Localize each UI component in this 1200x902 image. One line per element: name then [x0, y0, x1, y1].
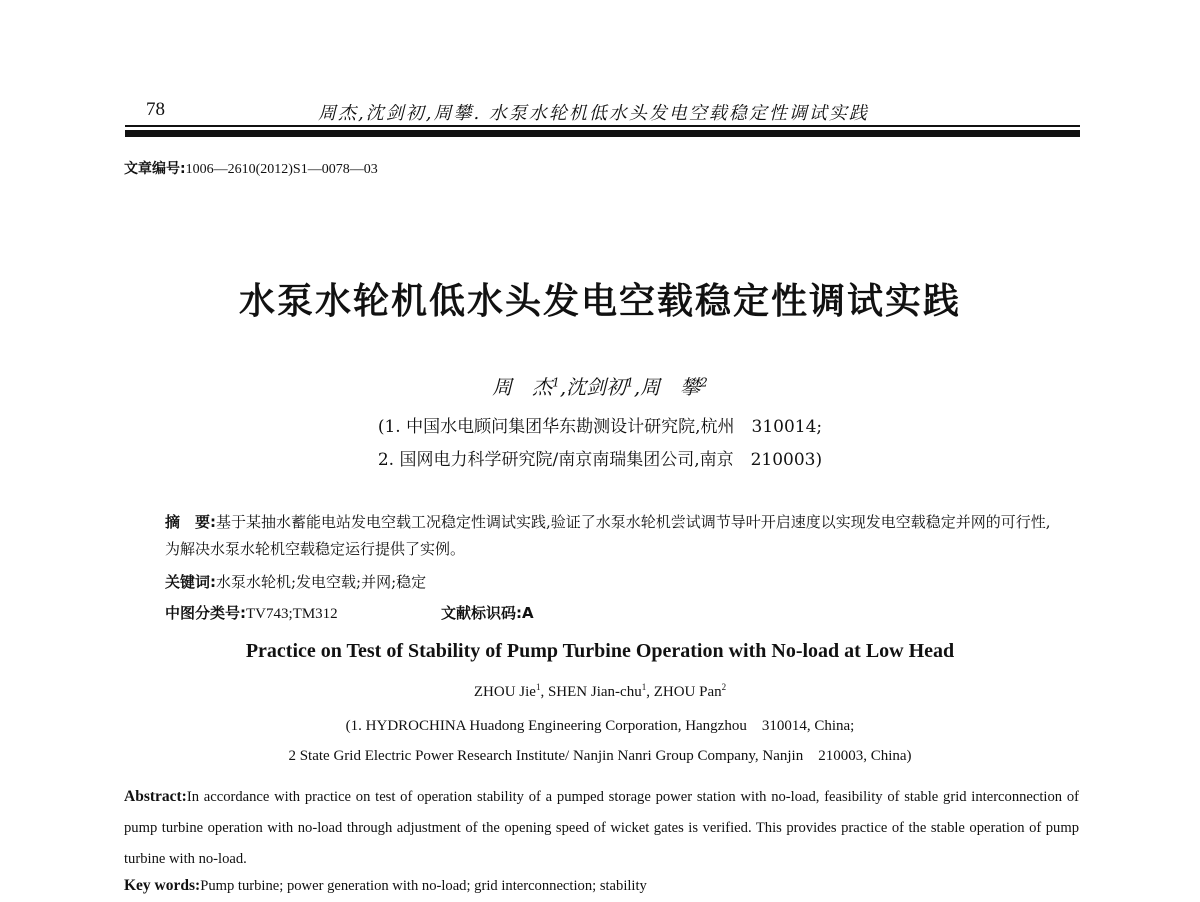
affiliation-english-1: (1. HYDROCHINA Huadong Engineering Corporation, Hangzhou 310014, China; — [345, 718, 855, 734]
keywords-english — [124, 877, 647, 895]
article-number: 文章编号:1006—2610(2012)S1—0078—03 — [124, 161, 378, 177]
document-code-value: A — [522, 604, 534, 622]
abstract-english-label: Abstract: — [124, 788, 187, 805]
author-name: 周 攀 — [640, 375, 701, 399]
running-title: 周杰,沈剑初,周攀. 水泵水轮机低水头发电空载稳定性调试实践 — [318, 103, 869, 124]
abstract-english-text: In accordance with practice on test of operation stability of a pumped storage power station with no-load, feasibility of stable grid interconnection of pump turbine operation with no-load through adjustment of the opening speed of wicket gates is verified. This provides practice of the stable operation of pump turbine with no-load. — [124, 789, 1079, 867]
classification-value: TV743;TM312 — [246, 606, 338, 622]
author-affiliation-mark: 2 — [721, 682, 727, 692]
header-rule-thin — [125, 125, 1080, 127]
abstract-chinese — [165, 509, 1055, 563]
header-rule-thick — [125, 130, 1080, 137]
keywords-chinese — [165, 571, 426, 592]
keywords-chinese-text: 水泵水轮机;发电空载;并网;稳定 — [216, 573, 427, 591]
keywords-english-text: Pump turbine; power generation with no-load; grid interconnection; stability — [200, 878, 647, 894]
article-number-label: 文章编号 — [124, 161, 180, 177]
author-affiliation-mark: 2 — [700, 375, 708, 390]
document-code-label: 文献标识码: — [441, 604, 522, 622]
classification-number — [165, 602, 338, 623]
affiliation-english-2: 2 State Grid Electric Power Research Institute/ Nanjin Nanri Group Company, Nanjin 210003, China) — [288, 748, 912, 764]
affiliation-chinese-2: 2. 国网电力科学研究院/南京南瑞集团公司,南京 210003) — [377, 450, 823, 470]
document-code — [441, 602, 534, 623]
author-affiliation-mark: 1 — [535, 682, 541, 692]
affiliation-chinese-1: (1. 中国水电顾问集团华东勘测设计研究院,杭州 310014; — [377, 417, 823, 437]
author-affiliation-mark: 1 — [552, 375, 560, 390]
keywords-chinese-label: 关键词: — [165, 573, 216, 591]
author-name: 周 杰 — [492, 375, 553, 399]
title-english: Practice on Test of Stability of Pump Turbine Operation with No-load at Low Head — [245, 640, 955, 662]
abstract-chinese-text: 基于某抽水蓄能电站发电空载工况稳定性调试实践,验证了水泵水轮机尝试调节导叶开启速度以实现发电空载稳定并网的可行性,为解决水泵水轮机空载稳定运行提供了实例。 — [165, 513, 1051, 558]
authors-english: ZHOU Jie$^1$, SHEN Jian-chu$^1$, ZHOU Pan$^2$ — [473, 682, 727, 700]
author-name: ZHOU Jie — [473, 684, 536, 700]
author-name: 沈剑初 — [566, 375, 627, 399]
page-number: 78 — [146, 99, 165, 120]
abstract-english — [124, 781, 1079, 875]
author-affiliation-mark: 1 — [626, 375, 634, 390]
abstract-chinese-label: 摘 要: — [165, 513, 216, 531]
title-chinese: 水泵水轮机低水头发电空载稳定性调试实践 — [238, 281, 961, 322]
author-name: SHEN Jian-chu — [547, 684, 642, 700]
author-affiliation-mark: 1 — [641, 682, 647, 692]
classification-label: 中图分类号: — [165, 604, 246, 622]
keywords-english-label: Key words: — [124, 877, 201, 894]
authors-chinese: 周 杰$^1$,沈剑初$^1$,周 攀$^2$ — [492, 375, 708, 399]
article-number-value: 1006—2610(2012)S1—0078—03 — [185, 162, 378, 177]
author-name: ZHOU Pan — [653, 684, 722, 700]
